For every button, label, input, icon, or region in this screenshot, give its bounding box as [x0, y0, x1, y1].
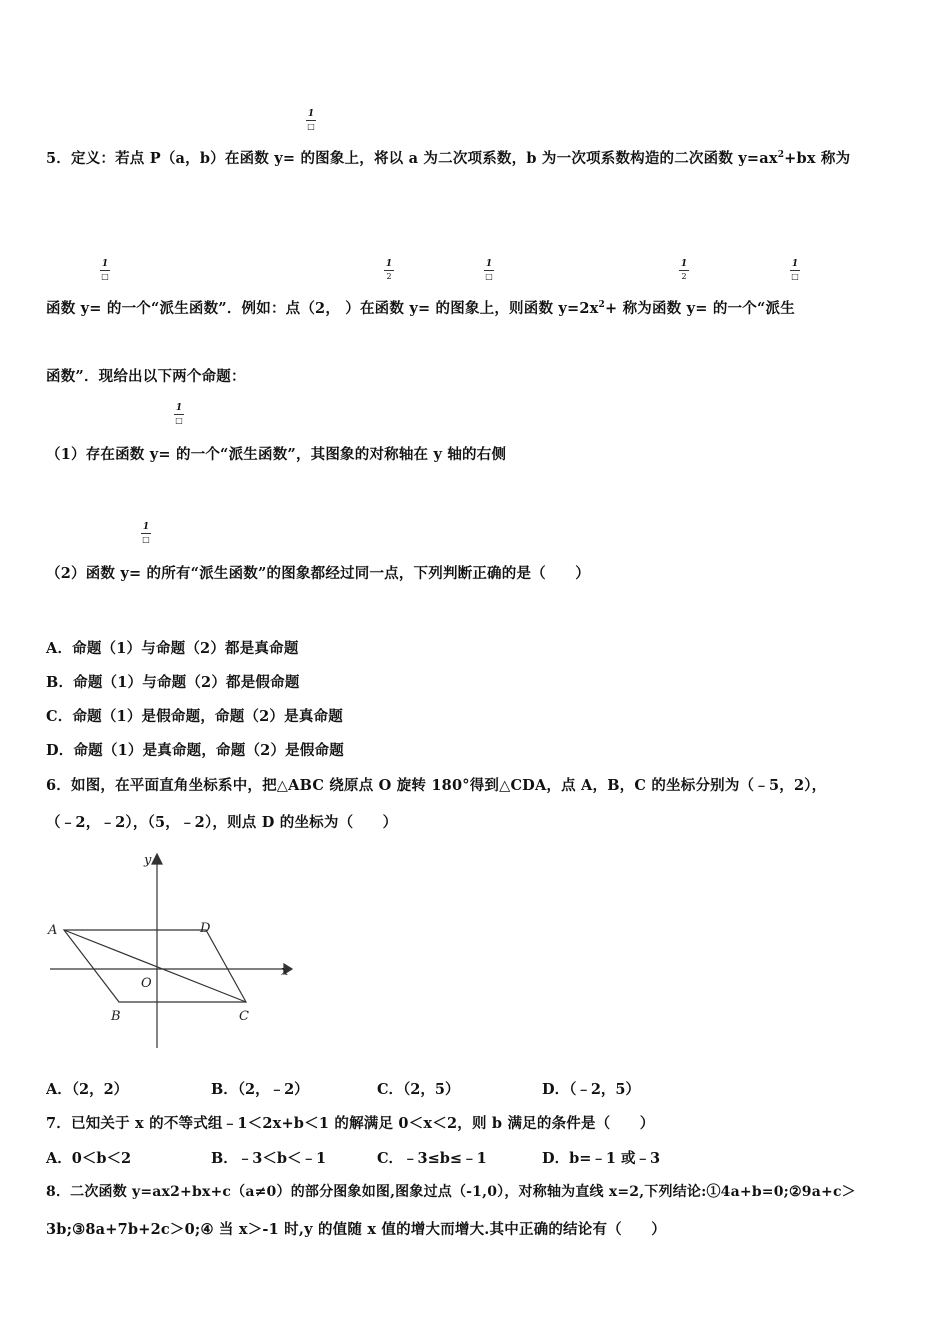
q5-line-1: 5．定义：若点 P（a，b）在函数 y= 的图象上，将以 a 为二次项系数，b 为一次项系数构造的二次函数 $y=ax^2+bx$ 称为	[46, 150, 851, 167]
label-o: O	[141, 976, 152, 991]
label-c: C	[239, 1009, 249, 1024]
fraction-1-over-x: 1 □	[791, 259, 799, 281]
q8-line-1: 8．二次函数 y=ax2+bx+c（a≠0）的部分图象如图,图象过点（-1,0），对称轴为直线 x=2,下列结论:①4a+b=0;②9a+c＞	[46, 1184, 856, 1200]
label-x: x	[281, 964, 289, 979]
label-d: D	[200, 921, 211, 936]
q7-option-a[interactable]: A．0＜b＜2	[46, 1150, 132, 1167]
q5-proposition-2: （2）函数 y= 的所有“派生函数”的图象都经过同一点，下列判断正确的是（ ）	[46, 565, 590, 582]
label-y: y	[144, 853, 152, 868]
q7-option-c[interactable]: C．﹣3≤b≤﹣1	[377, 1150, 487, 1167]
q6-option-d[interactable]: D．（﹣2，5）	[542, 1081, 641, 1098]
q5-proposition-1: （1）存在函数 y= 的一个“派生函数”，其图象的对称轴在 y 轴的右侧	[46, 446, 507, 463]
label-b: B	[111, 1009, 121, 1024]
fraction-1-over-x: 1 □	[307, 109, 315, 131]
q5-option-d[interactable]: D．命题（1）是真命题，命题（2）是假命题	[46, 742, 344, 759]
q5-option-c[interactable]: C．命题（1）是假命题，命题（2）是真命题	[46, 708, 343, 725]
q6-option-a[interactable]: A．（2，2）	[46, 1081, 129, 1098]
q5-line-3: 函数”．现给出以下两个命题：	[46, 368, 246, 385]
fraction-1-over-x: 1 □	[175, 403, 183, 425]
q6-line-2: （﹣2，﹣2），（5，﹣2），则点 D 的坐标为（ ）	[46, 814, 398, 831]
fraction-1-over-2: 1 2	[680, 259, 688, 281]
q5-line-2: 函数 y= 的一个“派生函数”．例如：点（2， ）在函数 y= 的图象上，则函数 $y=2x^2+$ 称为函数 y= 的一个“派生	[46, 300, 795, 317]
q7-line-1: 7．已知关于 x 的不等式组﹣1＜2x+b＜1 的解满足 0＜x＜2，则 b 满足的条件是（ ）	[46, 1115, 655, 1132]
q7-option-d[interactable]: D．b=﹣1 或﹣3	[542, 1150, 661, 1167]
q8-line-2: 3b;③8a+7b+2c＞0;④ 当 x＞-1 时,y 的值随 x 值的增大而增大.其中正确的结论有（ ）	[46, 1221, 666, 1238]
fraction-1-over-x: 1 □	[485, 259, 493, 281]
label-a: A	[48, 923, 58, 938]
coordinate-figure	[44, 850, 294, 1055]
fraction-1-over-x: 1 □	[101, 259, 109, 281]
q6-option-b[interactable]: B．（2，﹣2）	[211, 1081, 309, 1098]
y-axis-arrow	[152, 854, 162, 864]
q5-option-b[interactable]: B．命题（1）与命题（2）都是假命题	[46, 674, 300, 691]
q6-option-c[interactable]: C．（2，5）	[377, 1081, 460, 1098]
q7-option-b[interactable]: B．﹣3＜b＜﹣1	[211, 1150, 327, 1167]
q6-line-1: 6．如图，在平面直角坐标系中，把△ABC 绕原点 O 旋转 180°得到△CDA，点 A，B，C 的坐标分别为（﹣5，2），	[46, 777, 827, 794]
fraction-1-over-2: 1 2	[385, 259, 393, 281]
fraction-1-over-x: 1 □	[142, 522, 150, 544]
q5-option-a[interactable]: A．命题（1）与命题（2）都是真命题	[46, 640, 299, 657]
